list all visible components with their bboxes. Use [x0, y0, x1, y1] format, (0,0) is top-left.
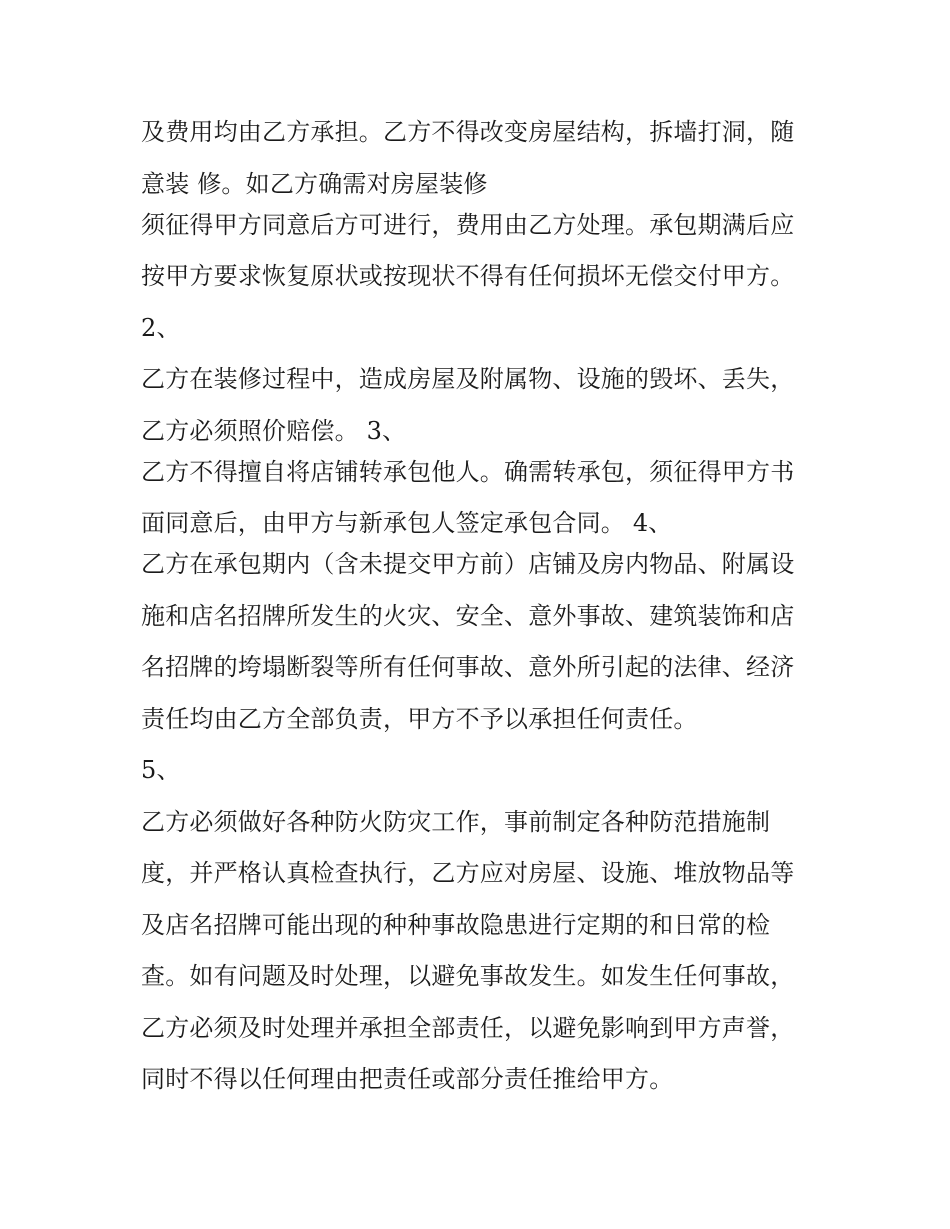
text-line: 名招牌的垮塌断裂等所有任何事故、意外所引起的法律、经济: [141, 653, 795, 681]
text-line: 及店名招牌可能出现的种种事故隐患进行定期的和日常的检: [141, 910, 771, 939]
text-line: 查。如有问题及时处理，以避免事故发生。如发生任何事故，: [141, 962, 795, 990]
text-line: 及费用均由乙方承担。乙方不得改变房屋结构，拆墙打洞，随: [141, 118, 795, 146]
section-number: 5、: [141, 756, 181, 784]
text-line: 按甲方要求恢复原状或按现状不得有任何损坏无偿交付甲方。: [141, 262, 795, 290]
text-line: 乙方不得擅自将店铺转承包他人。确需转承包，须征得甲方书: [141, 457, 795, 486]
text-line: 须征得甲方同意后方可进行，费用由乙方处理。承包期满后应: [141, 210, 795, 239]
text-line: 乙方在装修过程中，造成房屋及附属物、设施的毁坏、丢失，: [141, 365, 795, 393]
text-line: 面同意后，由甲方与新承包人签定承包合同。 4、: [141, 509, 673, 537]
text-line: 乙方在承包期内（含未提交甲方前）店铺及房内物品、附属设: [141, 550, 795, 578]
text-line: 意装 修。如乙方确需对房屋装修: [141, 169, 488, 198]
section-number: 2、: [141, 313, 181, 342]
text-line: 度，并严格认真检查执行，乙方应对房屋、设施、堆放物品等: [141, 859, 795, 887]
contract-text-body: [141, 112, 831, 1111]
text-line: 责任均由乙方全部负责，甲方不予以承担任何责任。: [141, 704, 698, 733]
text-line: 乙方必须做好各种防火防灾工作，事前制定各种防范措施制: [141, 807, 771, 836]
text-line: 乙方必须照价赔偿。 3、: [141, 416, 407, 445]
text-line: 施和店名招牌所发生的火灾、安全、意外事故、建筑装饰和店: [141, 601, 795, 630]
text-line: 同时不得以任何理由把责任或部分责任推给甲方。: [141, 1065, 674, 1093]
text-line: 乙方必须及时处理并承担全部责任，以避免影响到甲方声誉，: [141, 1013, 795, 1042]
